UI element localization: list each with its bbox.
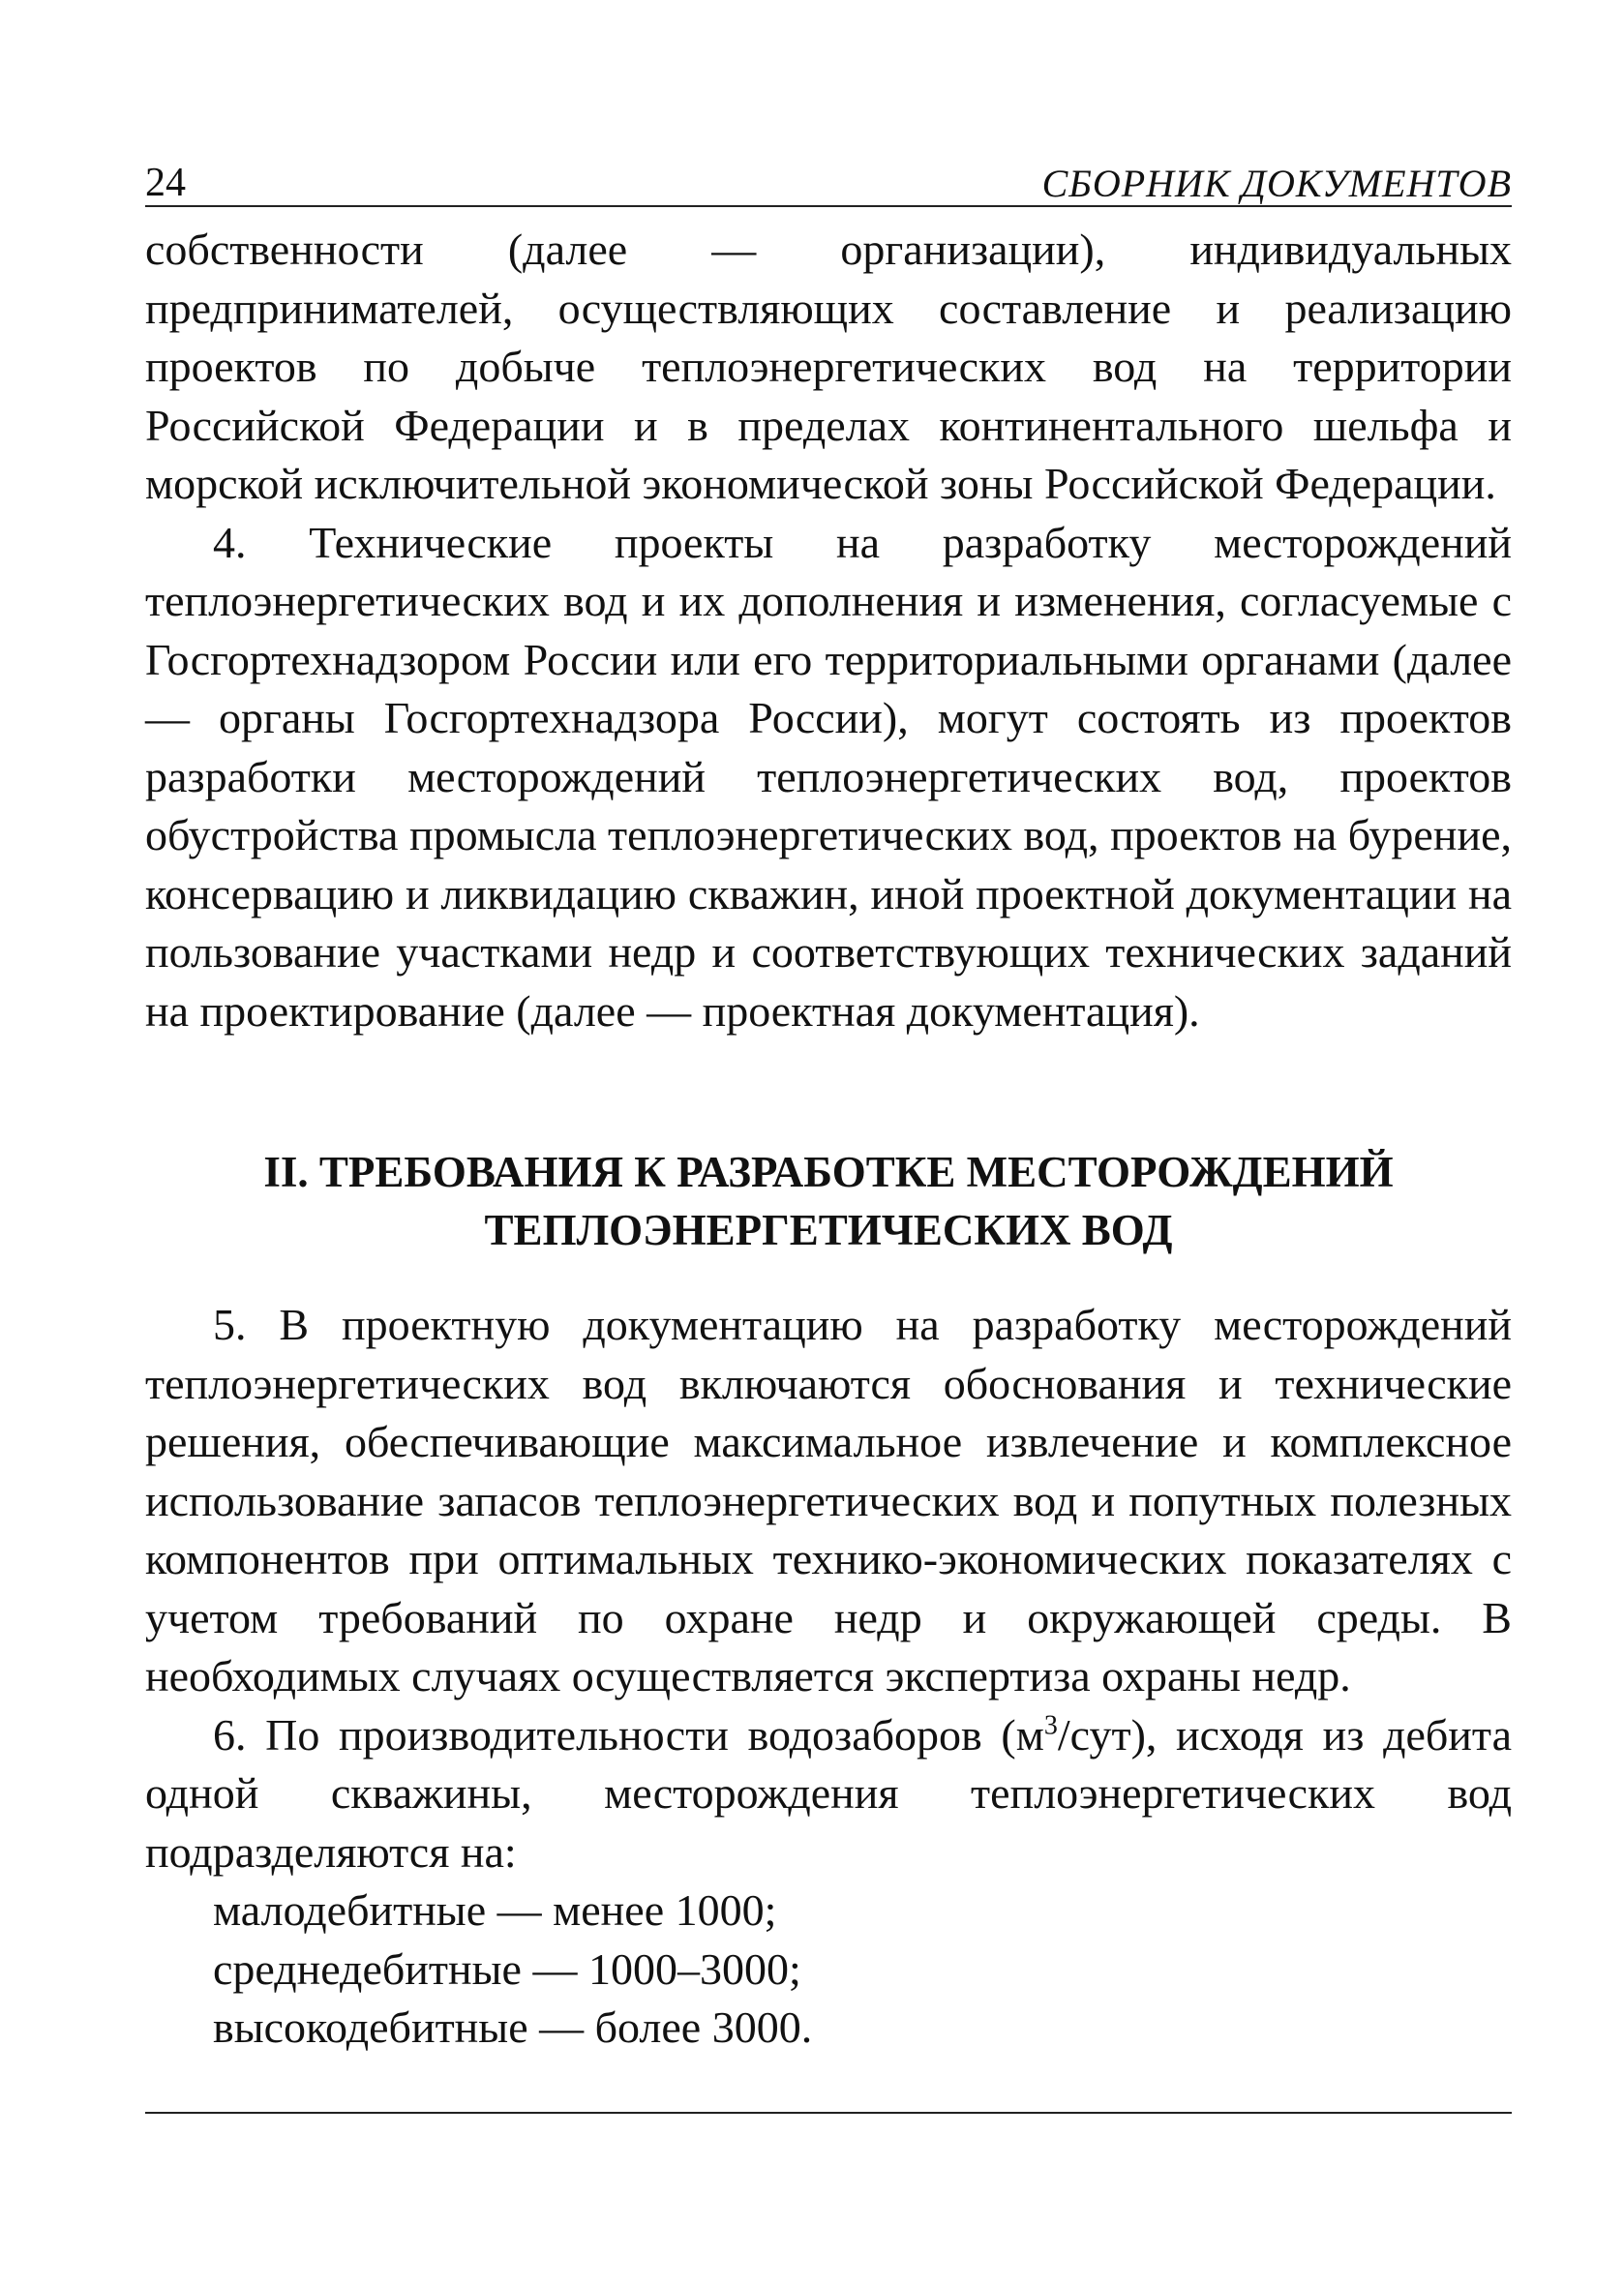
list-item: высокодебитные — более 3000. bbox=[213, 2002, 813, 2052]
section-heading-line-2: ТЕПЛОЭНЕРГЕТИЧЕСКИХ ВОД bbox=[484, 1206, 1173, 1254]
body-text bbox=[145, 221, 1512, 2058]
running-header bbox=[145, 145, 1512, 207]
yield-categories-list bbox=[145, 1881, 1512, 2058]
intro-paragraph: собственности (далее — организации), индивидуальных предпринимателей, осуществляющих составление и реализацию проектов по добыче теплоэнергетических вод на территории Российской Федерации и в пределах континентального шельфа и морской исключительной экономической зоны Российской Федерации. bbox=[145, 225, 1512, 508]
clause-4-paragraph: 4. Технические проекты на разработку месторождений теплоэнергетических вод и их дополнения и изменения, согласуемые с Госгортехнадзором России или его территориальными органами (далее — органы Госгортехнадзора России), могут состоять из проектов разработки месторождений теплоэнергетических вод, проектов обустройства промысла теплоэнергетических вод, проектов на бурение, консервацию и ликвидацию скважин, иной проектной документации на пользование участками недр и соответствующих технических заданий на проектирование (далее — проектная документация). bbox=[145, 517, 1512, 1036]
document-page bbox=[145, 145, 1512, 2058]
section-heading-line-1: II. ТРЕБОВАНИЯ К РАЗРАБОТКЕ МЕСТОРОЖДЕНИЙ bbox=[263, 1148, 1394, 1196]
running-title: СБОРНИК ДОКУМЕНТОВ bbox=[1041, 162, 1512, 205]
list-item: среднедебитные — 1000–3000; bbox=[213, 1943, 801, 1994]
clause-6-paragraph bbox=[145, 1706, 1512, 1882]
section-heading bbox=[145, 1143, 1512, 1259]
clause-6-text-start: 6. По производительности водозаборов (м bbox=[213, 1709, 1044, 1760]
page-number: 24 bbox=[145, 161, 186, 205]
unit-superscript: 3 bbox=[1043, 1710, 1058, 1741]
clause-5-paragraph: 5. В проектную документацию на разработку месторождений теплоэнергетических вод включаются обоснования и технические решения, обеспечивающие максимальное извлечение и комплексное использование запасов теплоэнергетических вод и попутных полезных компонентов при оптимальных технико-экономических показателях с учетом требований по охране недр и окружающей среды. В необходимых случаях осуществляется экспертиза охраны недр. bbox=[145, 1300, 1512, 1700]
list-item: малодебитные — менее 1000; bbox=[213, 1885, 777, 1935]
footer-rule bbox=[145, 2112, 1512, 2114]
clause-6-text-end: /сут), исходя из дебита одной скважины, месторождения теплоэнергетических вод подразделяются на: bbox=[145, 1709, 1513, 1877]
